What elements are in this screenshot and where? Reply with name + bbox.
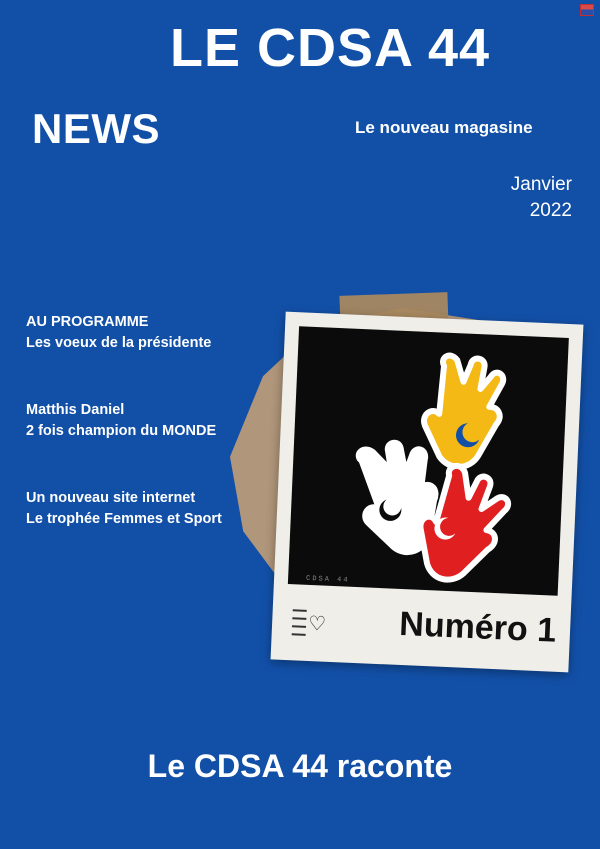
photo-image: [288, 326, 569, 596]
toc-heading: Un nouveau site internet: [26, 490, 196, 507]
toc-line: Le trophée Femmes et Sport: [26, 511, 222, 528]
toc-line: Les voeux de la présidente: [26, 335, 212, 352]
three-hands-logo-icon: [288, 326, 569, 596]
toc-line: 2 fois champion du MONDE: [26, 423, 217, 440]
polaroid-frame: [271, 312, 584, 673]
page-title: LE CDSA 44: [169, 18, 491, 78]
film-edge-text: CDSA 44: [305, 574, 350, 585]
toc-heading: AU PROGRAMME: [26, 314, 149, 330]
issue-year: 2022: [529, 199, 572, 221]
news-label: NEWS: [32, 105, 160, 152]
cover-photo-collage: [230, 290, 590, 690]
heart-icon: ♡: [307, 612, 327, 636]
toc-heading: Matthis Daniel: [26, 402, 125, 419]
flag-icon: [580, 4, 594, 16]
tally-marks-icon: [292, 606, 307, 637]
issue-date: [511, 172, 572, 223]
cover-footer: Le CDSA 44 raconte: [147, 748, 453, 784]
issue-number: Numéro 1: [398, 604, 557, 650]
issue-month: Janvier: [510, 174, 572, 195]
cover-subtitle: Le nouveau magasine: [355, 118, 533, 137]
polaroid-caption: [271, 595, 571, 670]
